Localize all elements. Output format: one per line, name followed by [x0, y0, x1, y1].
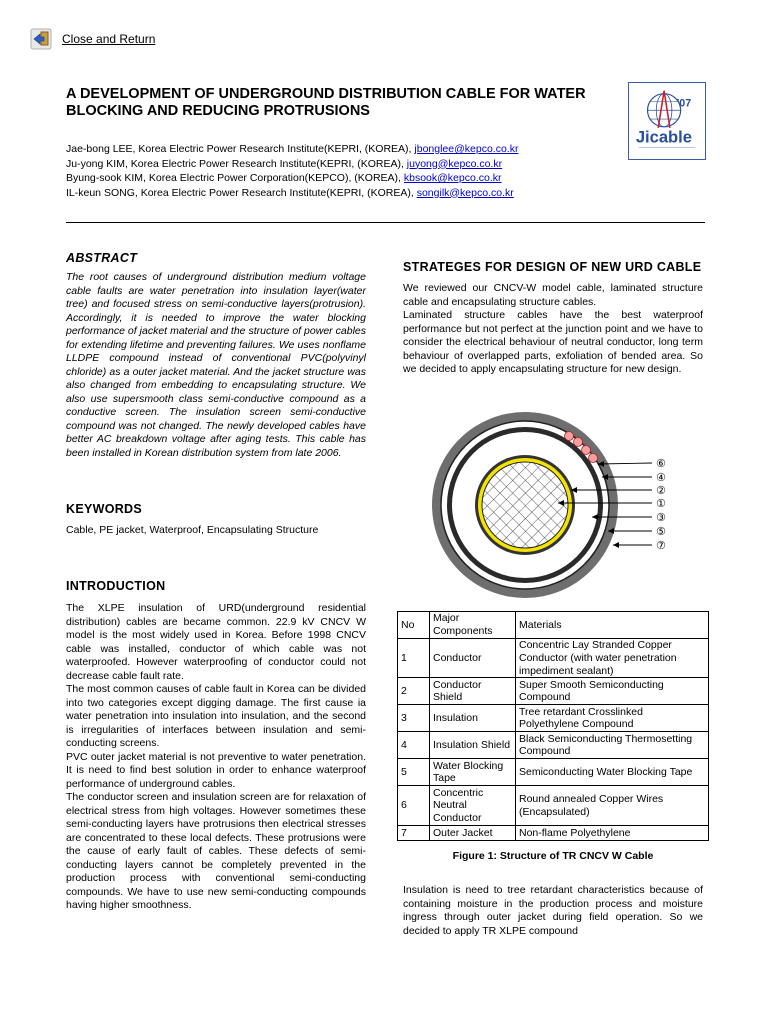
- header-divider: [66, 222, 705, 223]
- table-cell: Concentric Neutral Conductor: [430, 786, 516, 826]
- table-cell: Black Semiconducting Thermosetting Compound: [516, 732, 709, 759]
- return-arrow-icon: [30, 28, 52, 50]
- table-cell: 2: [398, 678, 430, 705]
- table-cell: Concentric Lay Stranded Copper Conductor (with water penetration impediment sealant): [516, 639, 709, 678]
- table-cell: Insulation Shield: [430, 732, 516, 759]
- author-line: [66, 171, 626, 186]
- strategies-heading: STRATEGES FOR DESIGN OF NEW URD CABLE: [403, 260, 702, 274]
- neutral-wire: [574, 438, 583, 447]
- continuation-section: [403, 884, 703, 938]
- table-row: [398, 826, 709, 841]
- keywords-heading: KEYWORDS: [66, 502, 143, 516]
- table-row: [398, 705, 709, 732]
- abstract-section: [66, 251, 366, 460]
- table-cell: Outer Jacket: [430, 826, 516, 841]
- conductor-core: [482, 462, 568, 548]
- table-cell: 5: [398, 759, 430, 786]
- introduction-paragraph: The XLPE insulation of URD(underground residential distribution) cables are became common. 22.9 kV CNCV W model is the most widely used in Korea. Before 1998 CNCV cable was installed, conductor of which cable was not waterproofed. However waterproofing of conductor could not decrease cable fault rate.: [66, 602, 366, 682]
- table-cell: Semiconducting Water Blocking Tape: [516, 759, 709, 786]
- figure-label: ②: [656, 484, 666, 497]
- toolbar: [30, 26, 155, 52]
- table-cell: Super Smooth Semiconducting Compound: [516, 678, 709, 705]
- author-email-link[interactable]: jbonglee@kepco.co.kr: [414, 143, 519, 155]
- abstract-heading: ABSTRACT: [66, 251, 138, 265]
- neutral-wire: [582, 446, 591, 455]
- author-affiliation: IL-keun SONG, Korea Electric Power Research Institute(KEPRI, (KOREA),: [66, 186, 417, 199]
- introduction-paragraph: The most common causes of cable fault in Korea can be divided into two categories except digging damage. The first cause ia water penetration into insulation into insulation, and the second is irregularities of interfaces between insulation and semi-conducting screens.: [66, 683, 366, 749]
- introduction-paragraph: The conductor screen and insulation screen are for relaxation of electrical stress from high voltages. However sometimes these semi-conducting layers have protrusions then electrical stresses are concentrated to these local defects. These protrusions were the cause of early fault of cables. These defects of semi-conducting layers cannot be completely prevented in the production process with conventional semi-conducting compounds. We have to use new semi-conducting compounds having higher smoothness.: [66, 791, 366, 911]
- table-header-cell: Materials: [516, 612, 709, 639]
- author-email-link[interactable]: songilk@kepco.co.kr: [416, 186, 514, 199]
- figure-caption: Figure 1: Structure of TR CNCV W Cable: [452, 850, 654, 862]
- table-cell: 4: [398, 732, 430, 759]
- continuation-paragraph: Insulation is need to tree retardant characteristics because of containing moisture in the production process and moisture ingress through outer jacket during field operation. So we decided to apply TR XLPE compound: [403, 884, 703, 937]
- figure-label: ④: [656, 471, 666, 484]
- abstract-text: The root causes of underground distribution medium voltage cable faults are water penetration into insulation layer(water tree) and focused stress on semi-conductive layers(protrusion). Accordingly, it is needed to improve the water blocking performance of jacket material and the structure of power cables for extending lifetime and preventing failures. We uses nonflame LLDPE compound instead of conventional PVC(polyvinyl chloride) as a outer jacket material. And the jacket structure was also changed from embedding to encapsulating structure. We also use supersmooth class semi-conductive compound as a conductive screen. The insulation screen semi-conductive compound was not changed. The newly developed cables have better AC breakdown voltage after aging tests. This cable has been installed in Korean distribution system from late 2006.: [66, 271, 366, 459]
- author-affiliation: Ju-yong KIM, Korea Electric Power Research Institute(KEPRI, (KOREA),: [66, 157, 407, 170]
- logo-year: '07: [676, 97, 692, 110]
- strategies-paragraph: Laminated structure cables have the best waterproof performance but not perfect at the junction point and we have to consider the electrical behaviour of neutral conductor, long term behaviour of overlapped parts, exfoliation of bended area. So we decided to apply encapsulating structure for new design.: [403, 309, 703, 375]
- cable-cross-section-figure: [430, 410, 680, 600]
- table-row: [398, 678, 709, 705]
- introduction-paragraph: PVC outer jacket material is not preventive to water penetration. It is need to find best solution in order to enhance waterproof performance of underground cables.: [66, 750, 366, 790]
- keywords-text: Cable, PE jacket, Waterproof, Encapsulating Structure: [66, 524, 319, 536]
- table-header-cell: No: [398, 612, 430, 639]
- jicable-logo: [628, 82, 706, 160]
- table-cell: Round annealed Copper Wires (Encapsulated): [516, 786, 709, 826]
- neutral-wire: [589, 454, 598, 463]
- table-cell: Conductor: [430, 639, 516, 678]
- strategies-paragraph: We reviewed our CNCV-W model cable, laminated structure cable and encapsulating structure cables.: [403, 282, 703, 308]
- close-and-return-label: Close and Return: [62, 32, 156, 46]
- logo-name: Jicable: [635, 127, 692, 147]
- table-row: [398, 732, 709, 759]
- figure-label: ⑤: [656, 525, 666, 538]
- table-cell: Insulation: [430, 705, 516, 732]
- table-cell: Conductor Shield: [430, 678, 516, 705]
- close-and-return-button[interactable]: [30, 28, 155, 50]
- introduction-section: [66, 579, 366, 913]
- author-affiliation: Jae-bong LEE, Korea Electric Power Research Institute(KEPRI, (KOREA),: [66, 143, 415, 155]
- table-row: [398, 786, 709, 826]
- table-header-row: [398, 612, 709, 639]
- table-cell: 7: [398, 826, 430, 841]
- table-cell: Tree retardant Crosslinked Polyethylene Compound: [516, 705, 709, 732]
- author-line: [66, 186, 626, 201]
- figure-label: ⑦: [656, 539, 666, 552]
- figure-label: ①: [656, 497, 666, 510]
- table-cell: Water Blocking Tape: [430, 759, 516, 786]
- cable-components-table: [397, 611, 709, 841]
- strategies-section: [403, 260, 703, 377]
- author-email-link[interactable]: juyong@kepco.co.kr: [406, 157, 503, 170]
- paper-title: A DEVELOPMENT OF UNDERGROUND DISTRIBUTION CABLE FOR WATER BLOCKING AND REDUCING PROTRUSIONS: [66, 86, 586, 119]
- table-row: [398, 759, 709, 786]
- author-affiliation: Byung-sook KIM, Korea Electric Power Corporation(KEPCO), (KOREA),: [66, 172, 404, 184]
- table-cell: 6: [398, 786, 430, 826]
- table-cell: Non-flame Polyethylene: [516, 826, 709, 841]
- introduction-heading: INTRODUCTION: [66, 579, 166, 593]
- figure-label: ⑥: [656, 457, 666, 470]
- table-header-cell: Major Components: [430, 612, 516, 639]
- figure-label: ③: [656, 511, 666, 524]
- author-line: [66, 157, 626, 172]
- table-cell: 3: [398, 705, 430, 732]
- keywords-section: [66, 502, 366, 538]
- table-cell: 1: [398, 639, 430, 678]
- author-list: [66, 142, 626, 200]
- author-email-link[interactable]: kbsook@kepco.co.kr: [403, 172, 502, 184]
- author-line: [66, 142, 626, 157]
- neutral-wire: [565, 432, 574, 441]
- table-row: [398, 639, 709, 678]
